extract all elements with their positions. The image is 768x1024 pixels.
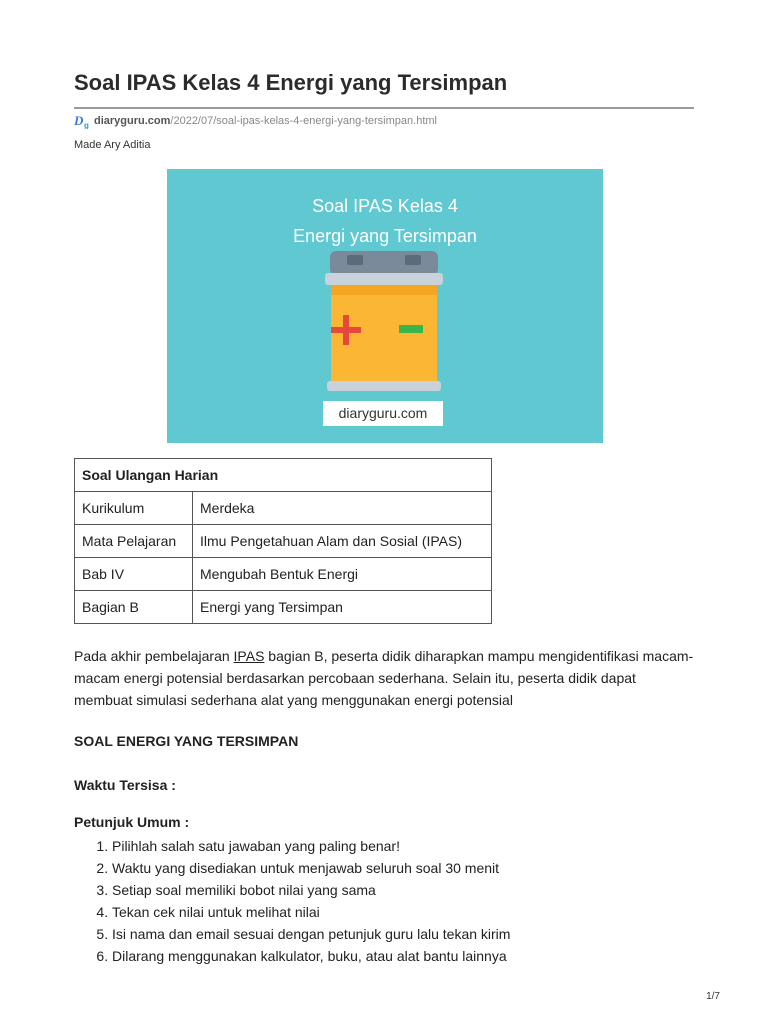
battery-icon xyxy=(325,251,443,393)
rules-list xyxy=(74,835,510,967)
page-title: Soal IPAS Kelas 4 Energi yang Tersimpan xyxy=(74,70,508,95)
table-cell-value: Merdeka xyxy=(193,492,492,525)
waktu-label: Waktu Tersisa : xyxy=(74,777,176,793)
list-item: 2. Waktu yang disediakan untuk menjawab seluruh soal 30 menit xyxy=(112,857,510,879)
hero-badge: diaryguru.com xyxy=(323,401,443,426)
source-path[interactable]: /2022/07/soal-ipas-kelas-4-energi-yang-tersimpan.html xyxy=(170,115,437,127)
source-line xyxy=(74,113,437,129)
table-cell-label: Kurikulum xyxy=(75,492,193,525)
intro-text-end: bagian B, peserta didik diharapkan mampu mengidentifikasi macam-macam energi potensial berdasarkan percobaan sederhana. Selain itu, peserta didik dapat membuat simulasi sederhana alat yang menggunakan energi potensial xyxy=(74,648,694,708)
intro-text-start: Pada akhir pembelajaran xyxy=(74,648,234,664)
table-header-cell: Soal Ulangan Harian xyxy=(75,459,492,492)
table-cell-label: Bab IV xyxy=(75,558,193,591)
table-row xyxy=(75,558,492,591)
table-row xyxy=(75,492,492,525)
table-cell-label: Bagian B xyxy=(75,591,193,624)
list-item: 1. Pilihlah salah satu jawaban yang paling benar! xyxy=(112,835,510,857)
page-number: 1/7 xyxy=(706,991,720,1002)
hero-title xyxy=(167,191,603,251)
author-name: Made Ary Aditia xyxy=(74,139,151,151)
petunjuk-heading: Petunjuk Umum : xyxy=(74,814,190,830)
list-item: 5. Isi nama dan email sesuai dengan petunjuk guru lalu tekan kirim xyxy=(112,923,510,945)
table-header-row xyxy=(75,459,492,492)
ipas-link[interactable]: IPAS xyxy=(233,648,265,664)
intro-paragraph xyxy=(74,645,694,711)
section-heading: SOAL ENERGI YANG TERSIMPAN xyxy=(74,733,299,749)
list-item: 3. Setiap soal memiliki bobot nilai yang sama xyxy=(112,879,510,901)
table-cell-value: Energi yang Tersimpan xyxy=(193,591,492,624)
table-row xyxy=(75,591,492,624)
list-item: 4. Tekan cek nilai untuk melihat nilai xyxy=(112,901,510,923)
table-row xyxy=(75,525,492,558)
table-cell-label: Mata Pelajaran xyxy=(75,525,193,558)
hero-title-line1: Soal IPAS Kelas 4 xyxy=(312,196,458,216)
diaryguru-logo-icon xyxy=(74,113,92,129)
hero-title-line2: Energi yang Tersimpan xyxy=(293,226,477,246)
list-item: 6. Dilarang menggunakan kalkulator, buku, atau alat bantu lainnya xyxy=(112,945,510,967)
table-cell-value: Mengubah Bentuk Energi xyxy=(193,558,492,591)
title-divider xyxy=(74,107,694,109)
svg-text:g: g xyxy=(84,121,89,129)
source-domain[interactable]: diaryguru.com xyxy=(94,115,171,127)
info-table xyxy=(74,458,492,624)
svg-text:D: D xyxy=(74,113,84,128)
table-cell-value: Ilmu Pengetahuan Alam dan Sosial (IPAS) xyxy=(193,525,492,558)
hero-image xyxy=(167,169,603,443)
